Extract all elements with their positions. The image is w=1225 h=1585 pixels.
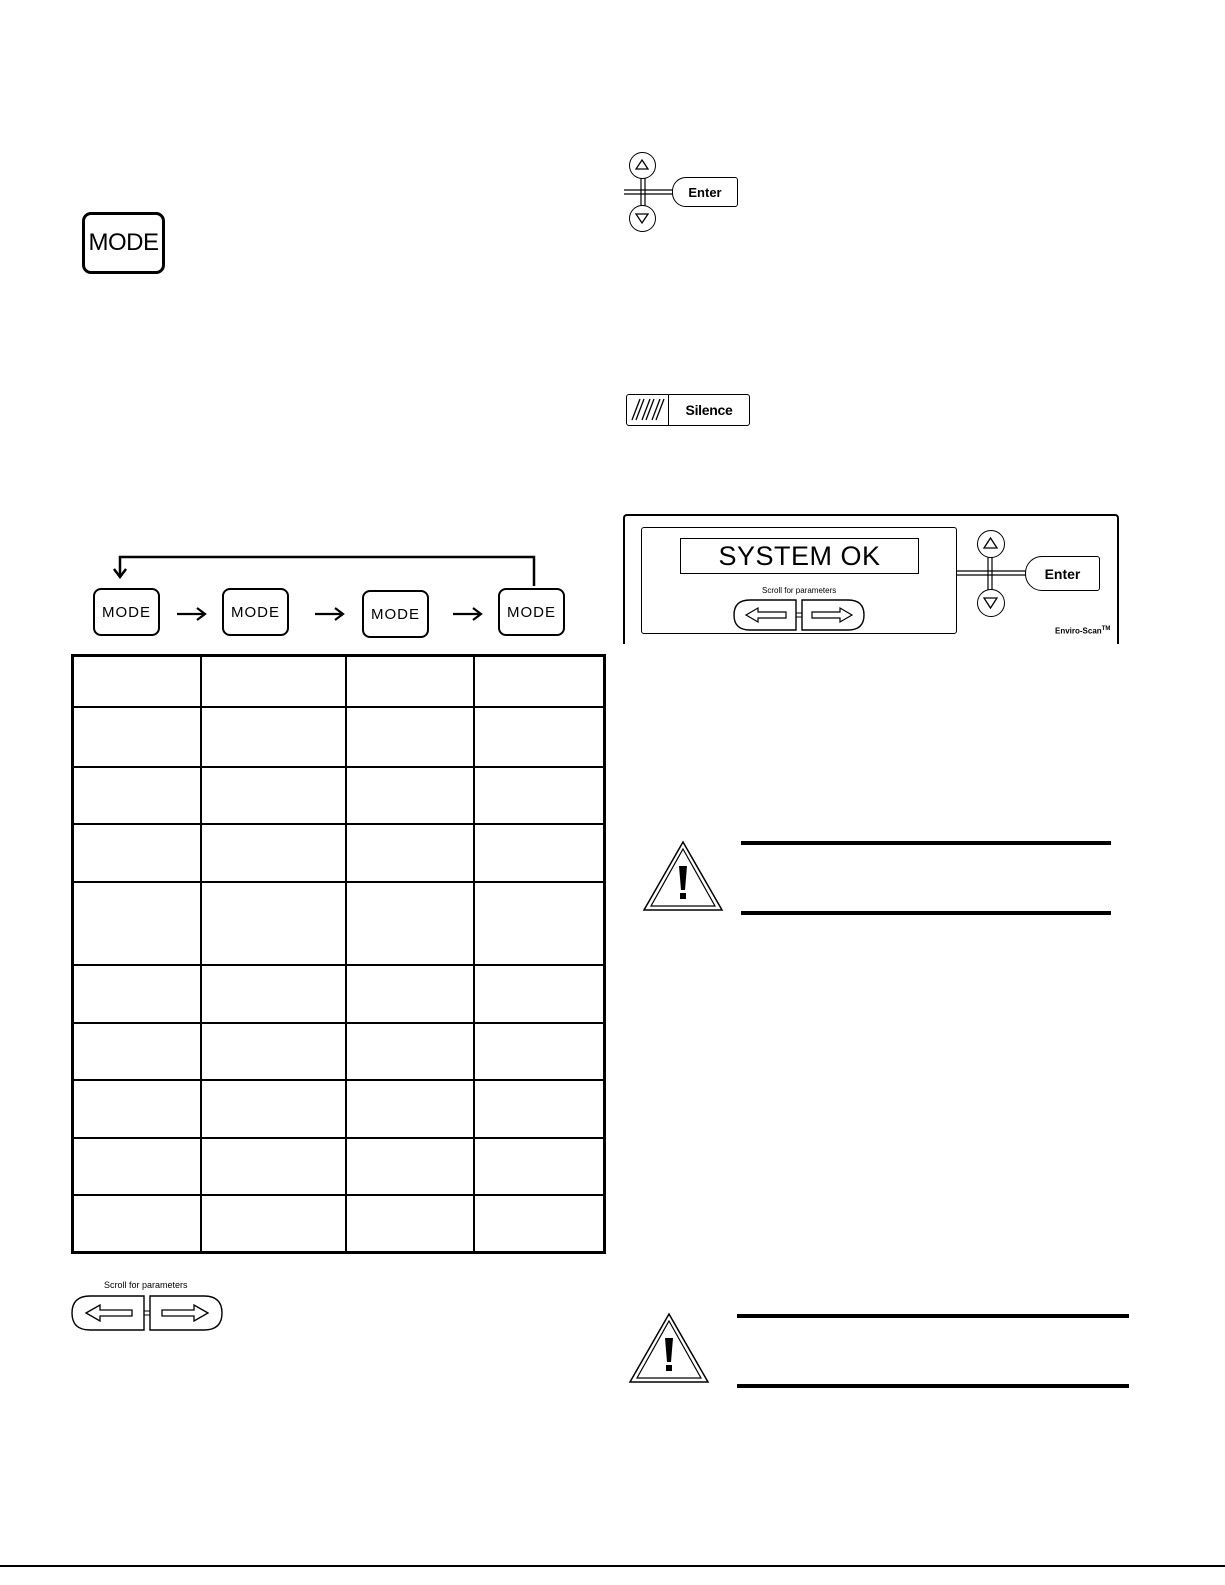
panel-scroll-buttons (732, 598, 868, 634)
triangle-down-icon (978, 590, 1003, 615)
mode-key-step-2[interactable]: MODE (222, 588, 289, 636)
triangle-up-icon (978, 531, 1003, 556)
arrow-right-icon (314, 606, 346, 622)
table-row (73, 882, 605, 965)
warning-triangle-icon (628, 1312, 710, 1384)
down-button[interactable] (629, 205, 656, 232)
mode-key[interactable]: MODE (82, 212, 165, 274)
panel-enter-button[interactable]: Enter (1025, 556, 1100, 591)
panel-up-button[interactable] (977, 530, 1005, 558)
warning-rule-bottom (737, 1384, 1129, 1388)
warning-rule-top (741, 841, 1111, 845)
table-row (73, 1080, 605, 1138)
mode-key-step-1[interactable]: MODE (93, 588, 160, 636)
arrow-right-icon (176, 606, 208, 622)
warning-rule-bottom (741, 911, 1111, 915)
page-bottom-rule (0, 1565, 1225, 1567)
table-row (73, 965, 605, 1023)
warning-triangle-icon (642, 840, 724, 912)
triangle-up-icon (630, 153, 654, 177)
table-row (73, 1023, 605, 1080)
panel-scroll-caption: Scroll for parameters (762, 586, 837, 595)
silence-button[interactable] (626, 394, 750, 426)
triangle-down-icon (630, 206, 654, 230)
table-row (73, 707, 605, 767)
mode-cycle-return-arrow (112, 552, 542, 592)
table-row (73, 656, 605, 707)
arrow-right-icon (452, 606, 484, 622)
silence-label: Silence (685, 402, 733, 418)
up-button[interactable] (629, 152, 656, 179)
table-row (73, 1195, 605, 1253)
enter-button[interactable]: Enter (672, 177, 738, 207)
scroll-buttons (70, 1294, 226, 1334)
warning-rule-top (737, 1314, 1129, 1318)
silence-stripes-icon (627, 395, 669, 425)
scroll-caption: Scroll for parameters (104, 1280, 188, 1290)
mode-key-step-4[interactable]: MODE (498, 588, 565, 636)
brand-logo: Enviro-Scan™ (1055, 626, 1111, 636)
warning-text (741, 846, 1111, 911)
table-row (73, 1138, 605, 1195)
table-row (73, 767, 605, 824)
parameter-table (71, 654, 606, 1254)
lcd-display: SYSTEM OK (680, 538, 919, 574)
mode-key-step-3[interactable]: MODE (362, 590, 429, 638)
table-row (73, 824, 605, 882)
warning-text (737, 1319, 1129, 1384)
panel-down-button[interactable] (977, 589, 1005, 617)
